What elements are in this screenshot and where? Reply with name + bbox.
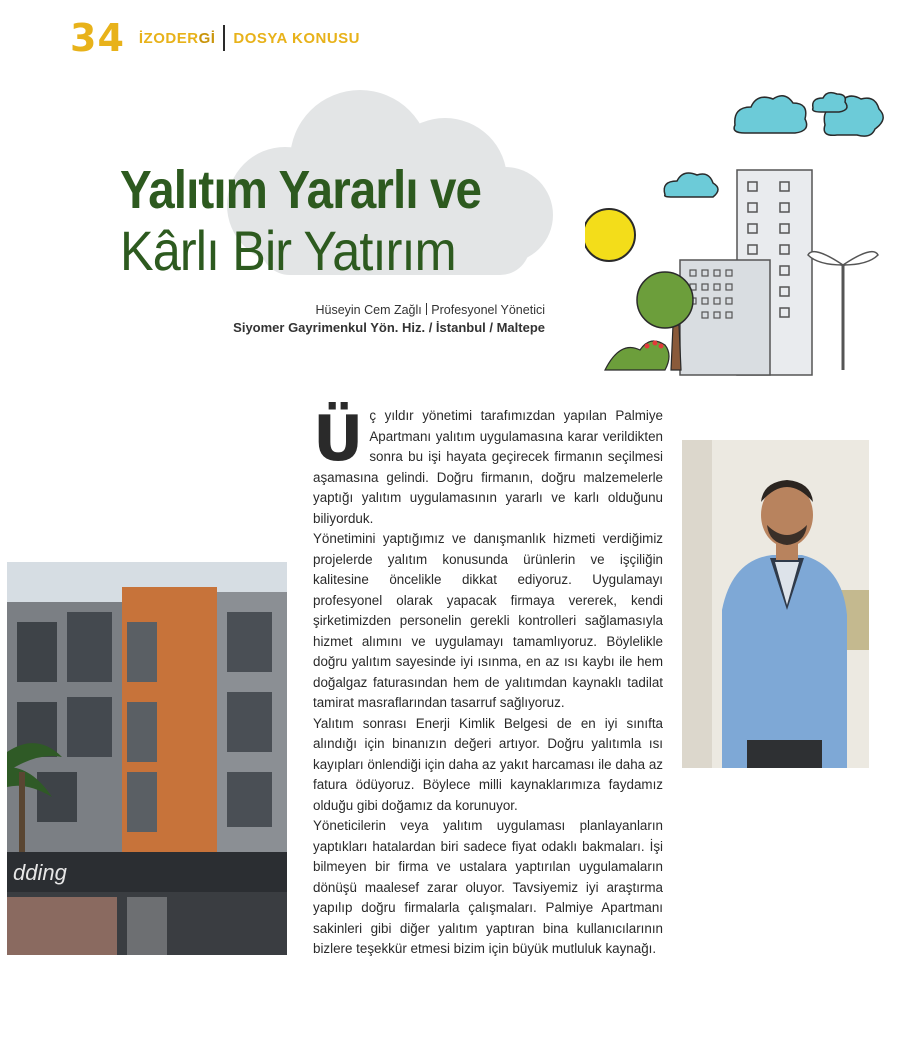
author-company: Siyomer Gayrimenkul Yön. Hiz. / İstanbul / Maltepe xyxy=(233,320,545,335)
wide-building xyxy=(680,260,770,375)
page-header xyxy=(70,18,360,58)
page-number: 34 xyxy=(70,16,125,60)
author-photo-image xyxy=(682,440,869,768)
author-name: Hüseyin Cem Zağlı xyxy=(315,303,422,317)
paragraph-1-text: ç yıldır yönetimi tarafımızdan yapılan Palmiye Apartmanı yalıtım uygulamasına karar verildikten sonra bu işi hayata geçirecek firmanın seçilmesi aşamasına gelindi. Doğru firmanın, doğru malzemelerle yaptığı yalıtım uygulamasının yararlı ve karlı olduğunu biliyorduk. xyxy=(313,408,663,526)
building-photo xyxy=(7,562,287,955)
wind-turbine-icon xyxy=(808,252,878,370)
section-label: DOSYA KONUSU xyxy=(233,29,360,47)
article-body xyxy=(313,402,663,960)
paragraph-4: Yöneticilerin veya yalıtım uygulaması planlayanların yaptıkları hatalardan biri sadece fiyat odaklı bakmaları. İşi bilmeyen bir firma ve ustalara yaptırılan uygulamaların dönüşü maalesef zarar oluyor. Tavsiyemiz iyi araştırma yapılıp doğru firmalarla çalışmaları. Palmiye Apartmanı sakinleri gibi diğer yalıtım yaptıran bina kullanıcılarının bizlere teşekkür etmesi bizim için büyük mutluluk kaynağı. xyxy=(313,818,663,956)
paragraph-2: Yönetimini yaptığımız ve danışmanlık hizmeti verdiğimiz projelerde yalıtım konusunda ürünlerin ve işçiliğin kalitesine öncelikle dikkat ediyoruz. Uygulamayı profesyonel olarak yapacak firmaya vererek, kendi şirketimizden personelin gerekli kontrolleri sağlamasıyla hizmet alımını ve uygulamayı tamamlıyoruz. Böylelikle doğru yalıtım sayesinde iyi ısınma, en az ısı kaybı ile hem doğalgaz faturasından hem de yalıtımdan kaynaklı tadilat tamirat masraflarından tasarruf sağlıyoruz. xyxy=(313,531,663,710)
magazine-suffix: Gİ xyxy=(198,29,216,47)
drop-cap: Ü xyxy=(313,402,364,475)
paragraph-1 xyxy=(313,402,663,529)
author-role: Profesyonel Yönetici xyxy=(431,303,545,317)
magazine-prefix: İZODER xyxy=(138,29,199,47)
author-photo xyxy=(682,440,869,768)
city-illustration xyxy=(585,70,890,385)
author-name-line xyxy=(233,302,545,319)
sun-icon xyxy=(585,209,635,261)
author-separator xyxy=(426,303,428,315)
magazine-name xyxy=(139,30,216,47)
building-sign: dding xyxy=(13,860,67,885)
article-title xyxy=(120,160,530,282)
title-line-1: Yalıtım Yararlı ve xyxy=(120,160,482,220)
author-block xyxy=(233,302,545,336)
building-photo-image xyxy=(7,562,287,955)
header-divider xyxy=(223,25,225,51)
grass-hills xyxy=(605,341,669,371)
title-line-2: Kârlı Bir Yatırım xyxy=(120,219,456,282)
paragraph-3: Yalıtım sonrası Enerji Kimlik Belgesi de en iyi sınıfta alındığı için binanızın değeri artıyor. Doğru yalıtımla ısı kayıpları önlendiği için daha az yakıt harcaması ile daha az fatura ödüyoruz. Böylece milli kaynaklarımıza faydamız olduğu gibi doğamız da korunuyor. xyxy=(313,715,663,813)
